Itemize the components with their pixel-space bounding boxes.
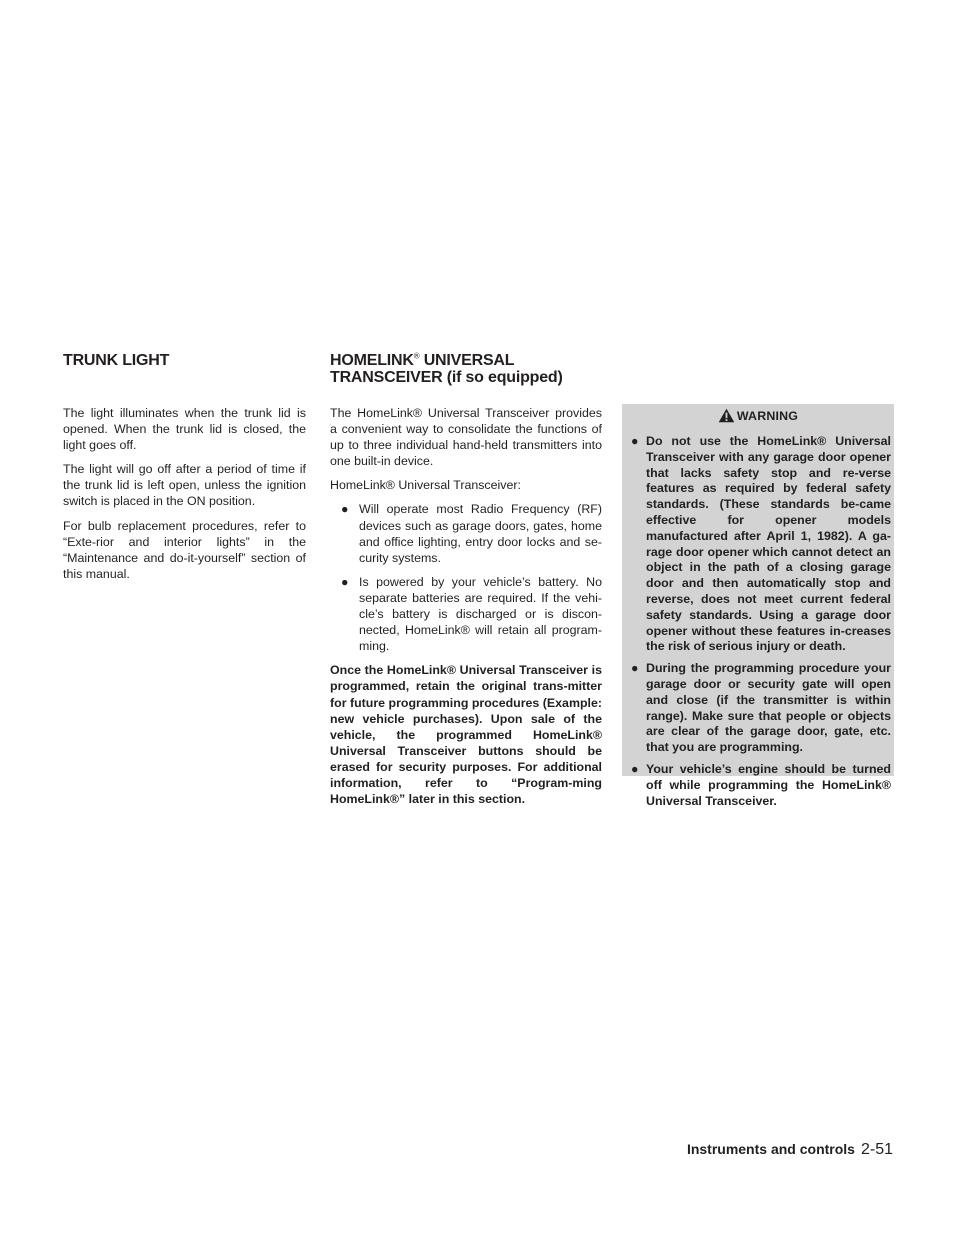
page-number: 2-51 [860, 1141, 893, 1158]
list-item [330, 574, 602, 654]
bullet-icon: ● [341, 574, 349, 589]
homelink-heading-part1: HOMELINK [330, 352, 414, 369]
list-item-text: Is powered by your vehicle’s battery. No separate batteries are required. If the vehi-cle’s battery is discharged or is discon-nected, HomeLink® will retain all program-ming. [359, 574, 602, 654]
warning-item [631, 661, 891, 756]
middle-column [330, 405, 602, 815]
homelink-heading-part2: UNIVERSAL [423, 352, 515, 369]
left-column [63, 405, 306, 590]
list-item [330, 501, 602, 565]
homelink-bold-notice: Once the HomeLink® Universal Transceiver is programmed, retain the original trans-mitter for future programming procedures (Example: new vehicle purchases). Upon sale of the vehicle, the programmed HomeLink® Universal Transceiver buttons should be erased for security purposes. For additional information, refer to “Program-ming HomeLink®” later in this section. [330, 663, 602, 807]
warning-item [631, 434, 891, 655]
trunk-light-paragraph-2: The light will go off after a period of time if the trunk lid is left open, unless the ignition switch is placed in the ON position. [63, 462, 306, 509]
page-footer [687, 1141, 893, 1159]
warning-triangle-icon [718, 408, 735, 423]
homelink-heading-line2: TRANSCEIVER (if so equipped) [330, 369, 563, 386]
homelink-heading [330, 352, 563, 386]
homelink-feature-list [330, 501, 602, 654]
warning-item [631, 762, 891, 809]
warning-box [622, 404, 894, 808]
list-item-text: Will operate most Radio Frequency (RF) devices such as garage doors, gates, home and office lighting, entry door locks and se-curity systems. [359, 502, 602, 565]
trunk-light-paragraph-3: For bulb replacement procedures, refer to “Exte-rior and interior lights” in the “Maintenance and do-it-yourself” section of this manual. [63, 518, 306, 581]
warning-body [631, 434, 891, 815]
bullet-icon: ● [631, 661, 639, 676]
warning-item-text: Do not use the HomeLink® Universal Transceiver with any garage door opener that lacks safety stop and re-verse features as required by federal safety standards. (These standards be-came effective for opener models manufactured after April 1, 1982). A ga-rage door opener which cannot detect an object in the path of a closing garage door and then automatically stop and reverse, does not meet current federal safety standards. Using a garage door opener without these features in-creases the risk of serious injury or death. [646, 434, 891, 654]
warning-item-text: Your vehicle’s engine should be turned off while programming the HomeLink® Universal Transceiver. [646, 761, 891, 808]
homelink-list-label: HomeLink® Universal Transceiver: [330, 478, 521, 493]
homelink-intro: The HomeLink® Universal Transceiver provides a convenient way to consolidate the functions of up to three individual hand-held transmitters into one built-in device. [330, 406, 602, 469]
bullet-icon: ● [631, 761, 639, 776]
registered-mark: ® [413, 351, 420, 361]
bullet-icon: ● [631, 434, 639, 448]
warning-item-text: During the programming procedure your garage door or security gate will open and close (if the transmitter is within range). Make sure that people or objects are clear of the garage door, gate, etc. that you are programming. [646, 661, 891, 755]
trunk-light-heading: TRUNK LIGHT [63, 352, 170, 369]
warning-title-bar [622, 404, 894, 427]
section-title: Instruments and controls [686, 1141, 855, 1157]
warning-title: WARNING [736, 408, 799, 423]
bullet-icon: ● [341, 502, 349, 517]
trunk-light-paragraph-1: The light illuminates when the trunk lid is opened. When the trunk lid is closed, the light goes off. [63, 406, 306, 453]
